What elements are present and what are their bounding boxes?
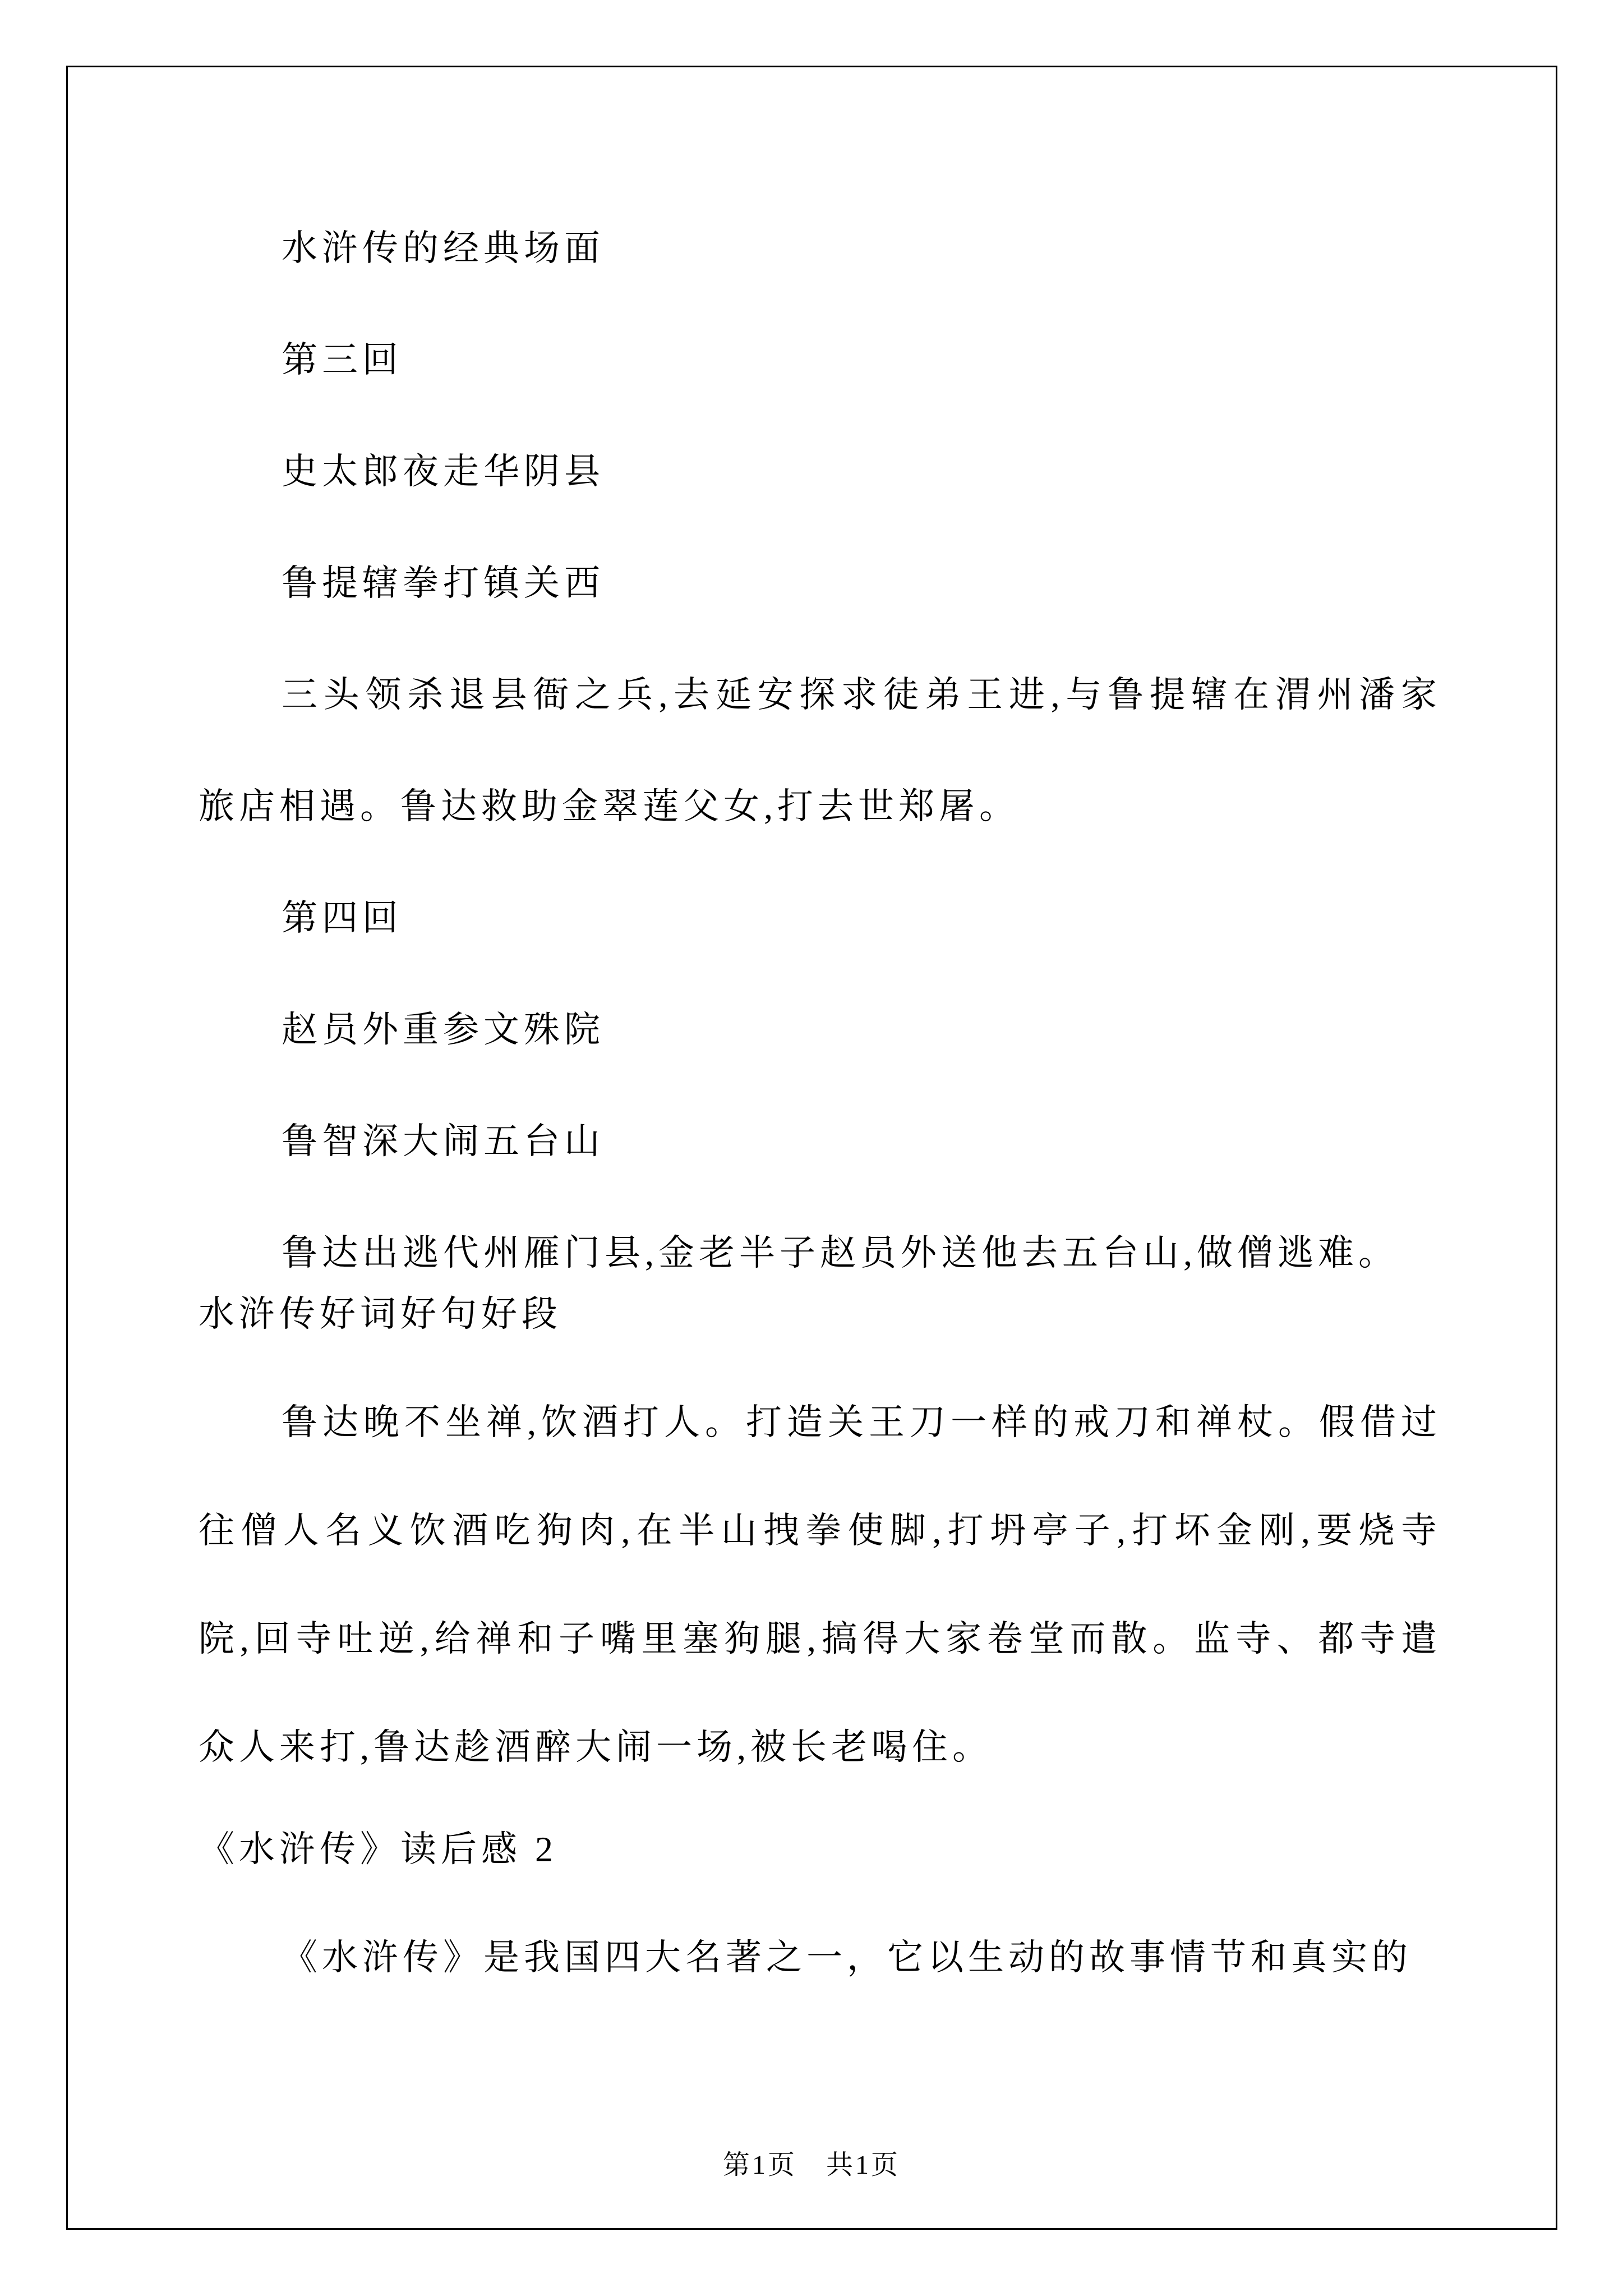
text-line: 第四回 [282, 898, 403, 938]
page-count: 共1页 [826, 2150, 901, 2180]
page-number: 第1页 [722, 2150, 797, 2180]
text-line: 《水浒传》是我国四大名著之一，它以生动的故事情节和真实的 [282, 1938, 1412, 1977]
text-line: 鲁智深大闹五台山 [282, 1121, 605, 1161]
text-line: 鲁达出逃代州雁门县,金老半子赵员外送他去五台山,做僧逃难。 [282, 1233, 1399, 1273]
text-line: 第三回 [282, 340, 403, 380]
text-line: 水浒传的经典场面 [282, 228, 605, 268]
text-line: 鲁达晚不坐禅,饮酒打人。打造关王刀一样的戒刀和禅杖。假借过 [282, 1402, 1441, 1442]
text-line: 史太郎夜走华阴县 [282, 452, 605, 491]
text-line: 赵员外重参文殊院 [282, 1010, 605, 1050]
text-line: 众人来打,鲁达趁酒醉大闹一场,被长老喝住。 [199, 1727, 993, 1767]
text-line: 鲁提辖拳打镇关西 [282, 563, 605, 603]
text-line: 《水浒传》读后感 2 [199, 1829, 557, 1869]
page-footer [0, 2137, 1623, 2193]
text-line: 往僧人名义饮酒吃狗肉,在半山拽拳使脚,打坍亭子,打坏金刚,要烧寺 [199, 1511, 1441, 1550]
text-line: 院,回寺吐逆,给禅和子嘴里塞狗腿,搞得大家卷堂而散。监寺、都寺遣 [199, 1619, 1441, 1659]
document-content [199, 0, 1441, 2296]
text-line: 三头领杀退县衙之兵,去延安探求徒弟王进,与鲁提辖在渭州潘家 [282, 675, 1441, 715]
text-line: 水浒传好词好句好段 [199, 1294, 562, 1334]
text-line: 旅店相遇。鲁达救助金翠莲父女,打去世郑屠。 [199, 786, 1020, 826]
